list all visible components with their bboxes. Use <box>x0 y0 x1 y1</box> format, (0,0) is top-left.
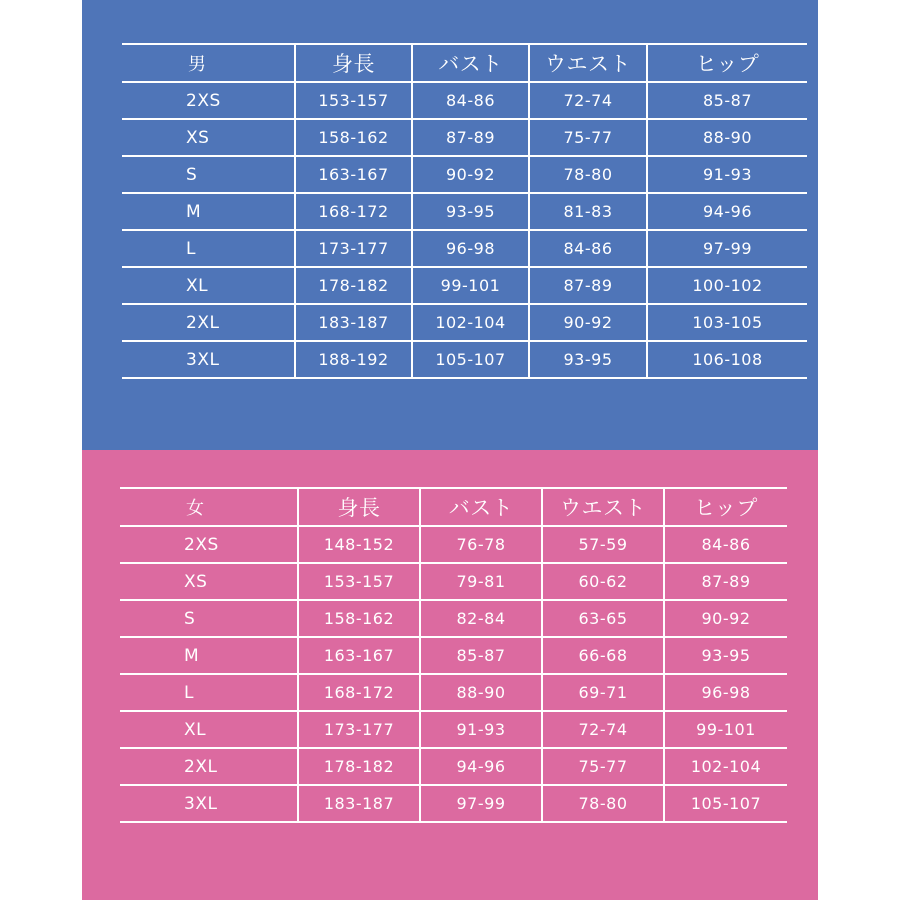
size-label: 2XL <box>120 748 298 785</box>
table-row <box>122 341 807 378</box>
table-row <box>122 230 807 267</box>
waist-value: 84-86 <box>529 230 647 267</box>
height-value: 188-192 <box>295 341 412 378</box>
size-label: 2XS <box>120 526 298 563</box>
bust-value: 96-98 <box>412 230 529 267</box>
hip-value: 85-87 <box>647 82 807 119</box>
table-row <box>122 267 807 304</box>
height-value: 163-167 <box>295 156 412 193</box>
men-size-panel <box>82 0 818 450</box>
waist-value: 63-65 <box>542 600 664 637</box>
size-label: XL <box>122 267 295 304</box>
waist-value: 87-89 <box>529 267 647 304</box>
column-header-hip: ヒップ <box>647 44 807 82</box>
hip-value: 91-93 <box>647 156 807 193</box>
gender-label: 男 <box>122 44 295 82</box>
bust-value: 91-93 <box>420 711 542 748</box>
height-value: 178-182 <box>298 748 420 785</box>
hip-value: 97-99 <box>647 230 807 267</box>
table-row <box>122 193 807 230</box>
waist-value: 72-74 <box>529 82 647 119</box>
size-label: S <box>120 600 298 637</box>
hip-value: 87-89 <box>664 563 787 600</box>
table-row <box>120 637 787 674</box>
table-row <box>122 119 807 156</box>
waist-value: 93-95 <box>529 341 647 378</box>
size-label: 2XS <box>122 82 295 119</box>
size-label: M <box>122 193 295 230</box>
column-header-waist: ウエスト <box>542 488 664 526</box>
hip-value: 84-86 <box>664 526 787 563</box>
bust-value: 94-96 <box>420 748 542 785</box>
table-header-row <box>120 488 787 526</box>
waist-value: 90-92 <box>529 304 647 341</box>
hip-value: 93-95 <box>664 637 787 674</box>
height-value: 158-162 <box>298 600 420 637</box>
waist-value: 57-59 <box>542 526 664 563</box>
table-row <box>122 82 807 119</box>
size-label: 2XL <box>122 304 295 341</box>
hip-value: 102-104 <box>664 748 787 785</box>
column-header-hip: ヒップ <box>664 488 787 526</box>
waist-value: 81-83 <box>529 193 647 230</box>
column-header-bust: バスト <box>412 44 529 82</box>
table-row <box>120 526 787 563</box>
women-size-panel <box>82 450 818 900</box>
height-value: 168-172 <box>298 674 420 711</box>
size-label: S <box>122 156 295 193</box>
height-value: 178-182 <box>295 267 412 304</box>
column-header-waist: ウエスト <box>529 44 647 82</box>
table-row <box>122 156 807 193</box>
height-value: 153-157 <box>295 82 412 119</box>
height-value: 158-162 <box>295 119 412 156</box>
waist-value: 60-62 <box>542 563 664 600</box>
waist-value: 75-77 <box>542 748 664 785</box>
table-header-row <box>122 44 807 82</box>
hip-value: 103-105 <box>647 304 807 341</box>
gender-label: 女 <box>120 488 298 526</box>
waist-value: 78-80 <box>529 156 647 193</box>
waist-value: 72-74 <box>542 711 664 748</box>
waist-value: 66-68 <box>542 637 664 674</box>
bust-value: 88-90 <box>420 674 542 711</box>
column-header-height: 身長 <box>298 488 420 526</box>
bust-value: 76-78 <box>420 526 542 563</box>
bust-value: 99-101 <box>412 267 529 304</box>
men-size-table <box>122 43 807 379</box>
bust-value: 79-81 <box>420 563 542 600</box>
bust-value: 93-95 <box>412 193 529 230</box>
size-label: M <box>120 637 298 674</box>
height-value: 173-177 <box>295 230 412 267</box>
waist-value: 69-71 <box>542 674 664 711</box>
hip-value: 94-96 <box>647 193 807 230</box>
size-label: XL <box>120 711 298 748</box>
waist-value: 75-77 <box>529 119 647 156</box>
height-value: 163-167 <box>298 637 420 674</box>
height-value: 183-187 <box>298 785 420 822</box>
bust-value: 105-107 <box>412 341 529 378</box>
size-label: L <box>122 230 295 267</box>
bust-value: 102-104 <box>412 304 529 341</box>
hip-value: 105-107 <box>664 785 787 822</box>
height-value: 168-172 <box>295 193 412 230</box>
table-row <box>120 600 787 637</box>
size-label: XS <box>122 119 295 156</box>
table-row <box>120 674 787 711</box>
table-row <box>120 563 787 600</box>
size-label: L <box>120 674 298 711</box>
hip-value: 100-102 <box>647 267 807 304</box>
hip-value: 99-101 <box>664 711 787 748</box>
bust-value: 82-84 <box>420 600 542 637</box>
table-row <box>122 304 807 341</box>
column-header-height: 身長 <box>295 44 412 82</box>
hip-value: 90-92 <box>664 600 787 637</box>
column-header-bust: バスト <box>420 488 542 526</box>
hip-value: 88-90 <box>647 119 807 156</box>
height-value: 183-187 <box>295 304 412 341</box>
women-size-table <box>120 487 787 823</box>
size-label: XS <box>120 563 298 600</box>
table-row <box>120 748 787 785</box>
waist-value: 78-80 <box>542 785 664 822</box>
bust-value: 87-89 <box>412 119 529 156</box>
height-value: 173-177 <box>298 711 420 748</box>
bust-value: 90-92 <box>412 156 529 193</box>
size-label: 3XL <box>120 785 298 822</box>
table-row <box>120 785 787 822</box>
bust-value: 85-87 <box>420 637 542 674</box>
height-value: 153-157 <box>298 563 420 600</box>
bust-value: 84-86 <box>412 82 529 119</box>
height-value: 148-152 <box>298 526 420 563</box>
hip-value: 106-108 <box>647 341 807 378</box>
size-label: 3XL <box>122 341 295 378</box>
table-row <box>120 711 787 748</box>
bust-value: 97-99 <box>420 785 542 822</box>
hip-value: 96-98 <box>664 674 787 711</box>
